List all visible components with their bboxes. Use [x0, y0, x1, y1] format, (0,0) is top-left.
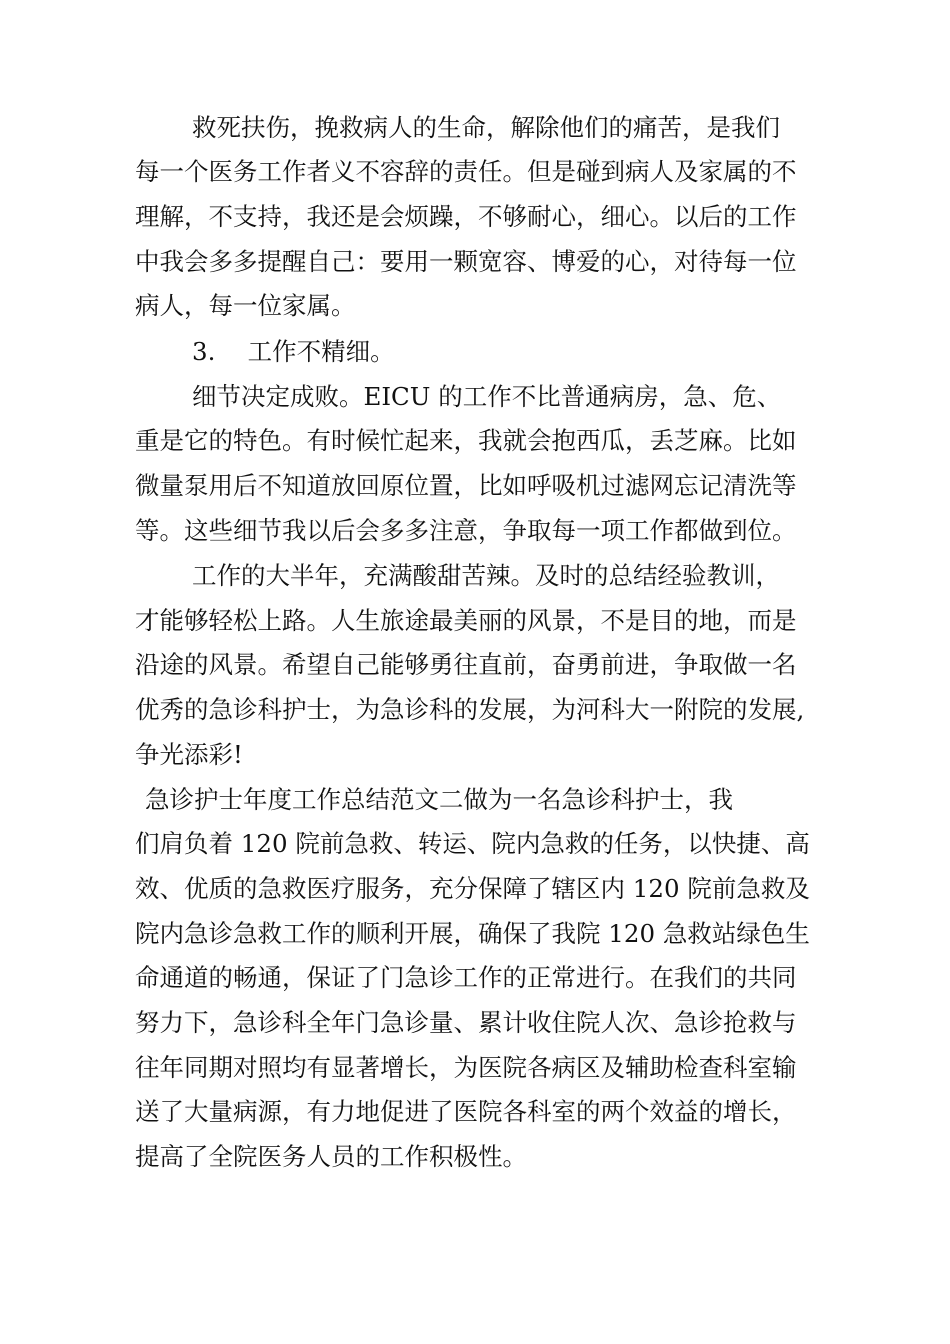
text-line: 微量泵用后不知道放回原位置，比如呼吸机过滤网忘记清洗等 — [135, 471, 797, 500]
text-line: 命通道的畅通，保证了门急诊工作的正常进行。在我们的共同 — [135, 963, 797, 992]
text-line: 沿途的风景。希望自己能够勇往直前，奋勇前进，争取做一名 — [135, 650, 797, 679]
text-line: 每一个医务工作者义不容辞的责任。但是碰到病人及家属的不 — [135, 157, 797, 186]
text-line: 往年同期对照均有显著增长，为医院各病区及辅助检查科室输 — [135, 1053, 797, 1082]
text-line: 争光添彩! — [135, 740, 243, 769]
text-line: 重是它的特色。有时候忙起来，我就会抱西瓜，丢芝麻。比如 — [135, 426, 797, 455]
text-line: 病人，每一位家属。 — [135, 291, 356, 320]
text-line: 们肩负着 120 院前急救、转运、院内急救的任务，以快捷、高 — [135, 829, 810, 858]
text-line: 工作的大半年，充满酸甜苦辣。及时的总结经验教训， — [192, 561, 780, 590]
text-line: 效、优质的急救医疗服务，充分保障了辖区内 120 院前急救及 — [135, 874, 810, 903]
text-line: 理解，不支持，我还是会烦躁，不够耐心，细心。以后的工作 — [135, 202, 797, 231]
text-line: 院内急诊急救工作的顺利开展，确保了我院 120 急救站绿色生 — [135, 919, 810, 948]
text-line: 提高了全院医务人员的工作积极性。 — [135, 1142, 527, 1171]
text-line: 救死扶伤，挽救病人的生命，解除他们的痛苦，是我们 — [192, 113, 780, 142]
text-line: 等。这些细节我以后会多多注意，争取每一项工作都做到位。 — [135, 516, 797, 545]
text-line: 才能够轻松上路。人生旅途最美丽的风景，不是目的地，而是 — [135, 606, 797, 635]
text-line: 中我会多多提醒自己：要用一颗宽容、博爱的心，对待每一位 — [135, 247, 797, 276]
text-line: 细节决定成败。EICU 的工作不比普通病房，急、危、 — [192, 382, 782, 411]
list-item-heading: 3. 工作不精细。 — [192, 337, 395, 366]
text-line: 优秀的急诊科护士，为急诊科的发展，为河科大一附院的发展, — [135, 695, 805, 724]
text-line: 送了大量病源，有力地促进了医院各科室的两个效益的增长， — [135, 1097, 797, 1126]
section-heading-line: 急诊护士年度工作总结范文二做为一名急诊科护士，我 — [145, 785, 733, 814]
text-line: 努力下，急诊科全年门急诊量、累计收住院人次、急诊抢救与 — [135, 1008, 797, 1037]
